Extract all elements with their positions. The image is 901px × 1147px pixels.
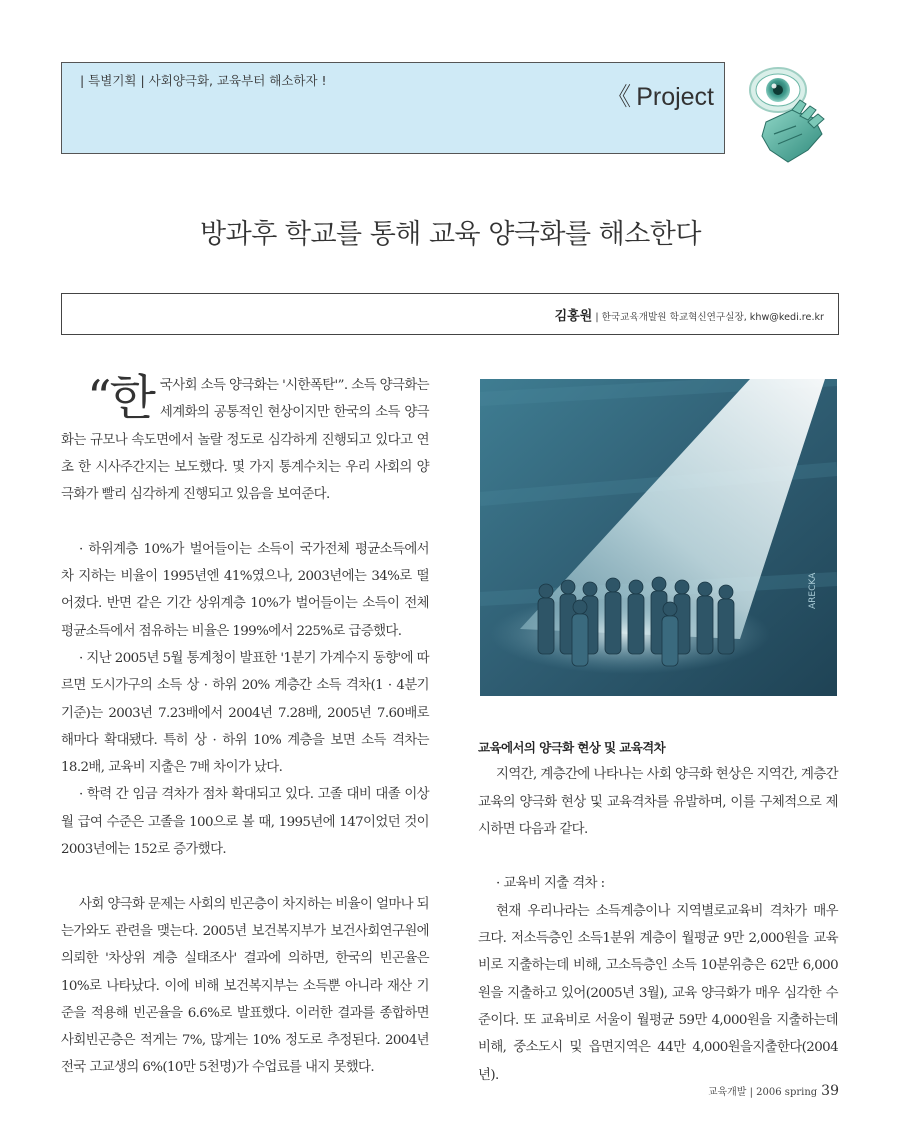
section-label-text: Project <box>636 83 714 111</box>
article-title: 방과후 학교를 통해 교육 양극화를 해소한다 <box>200 219 701 250</box>
chevron-double-left-icon: 《 <box>606 83 629 111</box>
expense-gap-paragraph: 현재 우리나라는 소득계층이나 지역별로교육비 격차가 매우 크다. 저소득층인 소득1분위 계층이 월평균 9만 2,000원을 교육비로 지출하는데 비해, 고소득층인 소득 10분위층은 62만 6,000원을 지출하고 있어(2005년 3월), 교육 양극화가 매우 심각한 수준이다. 또 교육비로 서울이 월평균 59만 4,000원을 지출하는데 비해, 중소도시 및 읍면지역은 44만 4,000원을지출한다(2004년). <box>478 903 838 1083</box>
figure <box>628 580 644 654</box>
figure <box>605 578 621 654</box>
author-name: 김홍원 <box>554 309 593 324</box>
intro-paragraph <box>61 372 429 508</box>
expense-gap-label: · 교육비 지출 격차 : <box>496 876 605 892</box>
right-column <box>478 734 838 1089</box>
left-column <box>61 372 429 1082</box>
page-number: 39 <box>821 1083 839 1099</box>
bullet-income-gap: · 지난 2005년 5월 통계청이 발표한 '1분기 가계수지 동향'에 따르면 도시가구의 소득 상 · 하위 20% 계층간 소득 격차(1 · 4분기 기준)는 2003년 7.23배에서 2004년 7.28배, 2005년 7.60배로 해마다 확대됐다. 특히 상 · 하위 10% 계층을 보면 소득 격차는 18.2배, 교육비 지출은 7배 차이가 났다. <box>61 650 429 776</box>
author-line <box>555 305 824 324</box>
eye-icon <box>744 64 836 168</box>
author-affiliation: | 한국교육개발원 학교혁신연구실장, khw@kedi.re.kr <box>592 312 824 323</box>
section-label <box>606 77 714 113</box>
figure <box>538 584 554 654</box>
publication-info: 교육개발 | 2006 spring <box>707 1087 818 1098</box>
disparity-intro-paragraph: 지역간, 계층간에 나타나는 사회 양극화 현상은 지역간, 계층간 교육의 양극화 현상 및 교육격차를 유발하며, 이를 구체적으로 제시하면 다음과 같다. <box>478 767 838 837</box>
page-footer <box>708 1083 839 1099</box>
figure <box>718 585 734 654</box>
author-box <box>61 293 839 335</box>
bullet-wage-gap: · 학력 간 임금 격차가 점차 확대되고 있다. 고졸 대비 대졸 이상 월 급여 수준은 고졸을 100으로 볼 때, 1995년에 147이었던 것이 2003년에는 152로 증가했다. <box>61 787 429 858</box>
poverty-paragraph: 사회 양극화 문제는 사회의 빈곤층이 차지하는 비율이 얼마나 되는가와도 관련을 맺는다. 2005년 보건복지부가 보건사회연구원에 의뢰한 '차상위 계층 실태조사' 결과에 의하면, 한국의 빈곤율은 10%로 나타났다. 이에 비해 보건복지부는 소득뿐 아니라 재산 기준을 적용해 빈곤율을 6.6%로 발표했다. 이러한 결과를 종합하면 사회빈곤층은 적게는 7%, 많게는 10% 정도로 추정된다. 2004년 전국 고교생의 6%(10만 5천명)가 수업료를 내지 못했다. <box>61 896 429 1076</box>
intro-text: 국사회 소득 양극화는 '시한폭탄'”. 소득 양극화는 세계화의 공통적인 현상이지만 한국의 소득 양극화는 규모나 속도면에서 놀랄 정도로 심각하게 진행되고 있다고 연초 한 시사주간지는 보도했다. 몇 가지 통계수치는 우리 사회의 양극화가 빨리 심각하게 진행되고 있음을 보여준다. <box>61 378 429 503</box>
drop-cap: “한 <box>87 370 154 426</box>
figure <box>572 600 588 666</box>
breadcrumb: | 특별기획 | 사회양극화, 교육부터 해소하자 ! <box>80 73 327 88</box>
section-subheading: 교육에서의 양극화 현상 및 교육격차 <box>478 740 666 755</box>
figure <box>662 602 678 666</box>
painting-signature: ARECKA <box>808 572 818 609</box>
illustration-light-beam-crowd <box>480 379 837 696</box>
section-header-box <box>61 62 725 154</box>
figure <box>697 582 713 654</box>
bullet-income-share: · 하위계층 10%가 벌어들이는 소득이 국가전체 평균소득에서 차 지하는 비율이 1995년엔 41%였으나, 2003년에는 34%로 떨어졌다. 반면 같은 기간 상위계층 10%가 벌어들이는 소득이 전체 평균소득에서 점유하는 비율은 199%에서 225%로 급증했다. <box>61 541 429 639</box>
